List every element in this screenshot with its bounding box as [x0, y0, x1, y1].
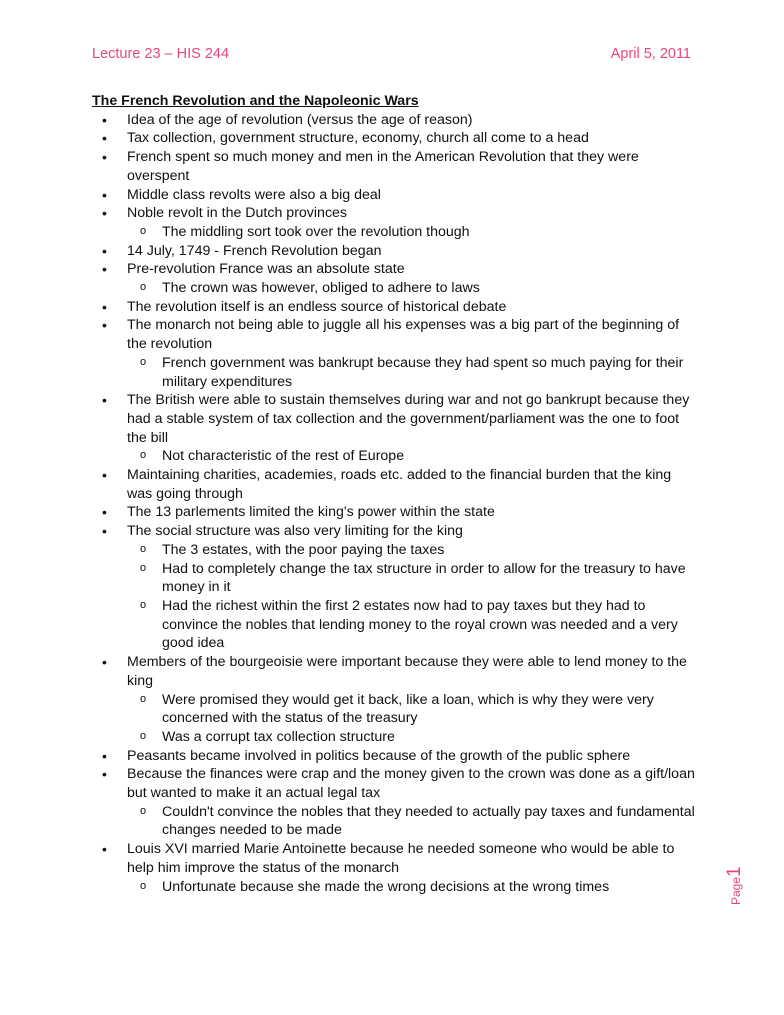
bullet-item: • Tax collection, government structure, economy, church all come to a head: [92, 129, 697, 148]
sub-bullet-item: o Was a corrupt tax collection structure: [92, 728, 697, 747]
page-number: 1: [724, 866, 745, 877]
bullet-item: • Pre-revolution France was an absolute state: [92, 260, 697, 279]
sub-bullet-item: o The 3 estates, with the poor paying the taxes: [92, 541, 697, 560]
notes-list: [92, 111, 697, 897]
sub-bullet-item: o Had the richest within the first 2 estates now had to pay taxes but they had to convince the nobles that lending money to the royal crown was needed and a very good idea: [92, 597, 697, 653]
sub-bullet-item: o Unfortunate because she made the wrong decisions at the wrong times: [92, 878, 697, 897]
bullet-item: • Members of the bourgeoisie were important because they were able to lend money to the king: [92, 653, 697, 690]
sub-bullet-item: o The crown was however, obliged to adhere to laws: [92, 279, 697, 298]
bullet-item: • The social structure was also very limiting for the king: [92, 522, 697, 541]
bullet-item: • The 13 parlements limited the king's power within the state: [92, 503, 697, 522]
bullet-item: • The revolution itself is an endless source of historical debate: [92, 298, 697, 317]
sub-bullet-item: o Had to completely change the tax structure in order to allow for the treasury to have money in it: [92, 560, 697, 597]
page-footer: [724, 866, 774, 955]
date-header: April 5, 2011: [610, 46, 691, 62]
sub-bullet-item: o Were promised they would get it back, like a loan, which is why they were very concerned with the status of the treasury: [92, 691, 697, 728]
bullet-item: • Maintaining charities, academies, roads etc. added to the financial burden that the king was going through: [92, 466, 697, 503]
bullet-item: • French spent so much money and men in the American Revolution that they were overspent: [92, 148, 697, 185]
bullet-item: • Louis XVI married Marie Antoinette because he needed someone who would be able to help him improve the status of the monarch: [92, 840, 697, 877]
page-label: Page: [729, 876, 743, 905]
notes-body: [92, 92, 697, 896]
lecture-header: Lecture 23 – HIS 244: [92, 46, 230, 62]
bullet-item: • The British were able to sustain themselves during war and not go bankrupt because they had a stable system of tax collection and the government/parliament was the one to foot the bill: [92, 391, 697, 447]
bullet-item: • Idea of the age of revolution (versus the age of reason): [92, 111, 697, 130]
bullet-item: • Peasants became involved in politics because of the growth of the public sphere: [92, 747, 697, 766]
sub-bullet-item: o The middling sort took over the revolution though: [92, 223, 697, 242]
sub-bullet-item: o Couldn't convince the nobles that they needed to actually pay taxes and fundamental changes needed to be made: [92, 803, 697, 840]
bullet-item: • The monarch not being able to juggle all his expenses was a big part of the beginning of the revolution: [92, 316, 697, 353]
bullet-item: • Because the finances were crap and the money given to the crown was done as a gift/loan but wanted to make it an actual legal tax: [92, 765, 697, 802]
bullet-item: • 14 July, 1749 - French Revolution began: [92, 242, 697, 261]
sub-bullet-item: o French government was bankrupt because they had spent so much paying for their military expenditures: [92, 354, 697, 391]
notes-title: The French Revolution and the Napoleonic Wars: [92, 93, 419, 109]
bullet-item: • Middle class revolts were also a big deal: [92, 186, 697, 205]
bullet-item: • Noble revolt in the Dutch provinces: [92, 204, 697, 223]
sub-bullet-item: o Not characteristic of the rest of Europe: [92, 447, 697, 466]
